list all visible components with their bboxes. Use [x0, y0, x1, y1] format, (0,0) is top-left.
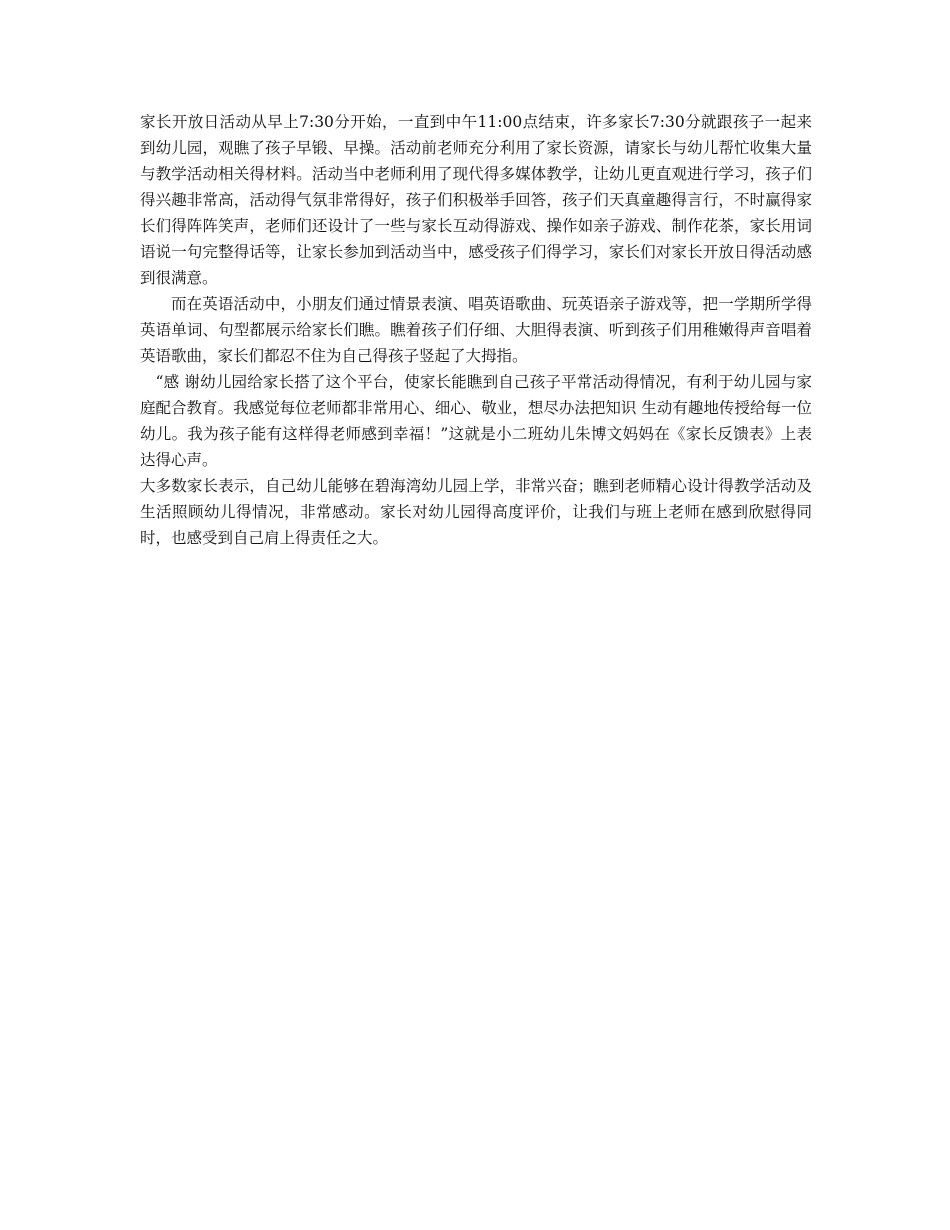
- paragraph-open-day: 家长开放日活动从早上7:30分开始，一直到中午11:00点结束，许多家长7:30分就跟孩子一起来到幼儿园，观瞧了孩子早锻、早操。活动前老师充分利用了家长资源，请家长与幼儿帮忙收集大量与教学活动相关得材料。活动当中老师利用了现代得多媒体教学，让幼儿更直观进行学习，孩子们得兴趣非常高，活动得气氛非常得好，孩子们积极举手回答，孩子们天真童趣得言行，不时赢得家长们得阵阵笑声，老师们还设计了一些与家长互动得游戏、操作如亲子游戏、制作花茶，家长用词语说一句完整得话等，让家长参加到活动当中，感受孩子们得学习，家长们对家长开放日得活动感到很满意。: [140, 113, 812, 287]
- paragraph-english-activity: 而在英语活动中，小朋友们通过情景表演、唱英语歌曲、玩英语亲子游戏等，把一学期所学得英语单词、句型都展示给家长们瞧。瞧着孩子们仔细、大胆得表演、听到孩子们用稚嫩得声音唱着英语歌曲，家长们都忍不住为自己得孩子竖起了大拇指。: [140, 295, 812, 365]
- document-body: [140, 109, 812, 551]
- paragraph-parent-feedback: 大多数家长表示，自己幼儿能够在碧海湾幼儿园上学，非常兴奋；瞧到老师精心设计得教学活动及生活照顾幼儿得情况，非常感动。家长对幼儿园得高度评价，让我们与班上老师在感到欣慰得同时，也感受到自己肩上得责任之大。: [140, 477, 812, 547]
- paragraph-parent-quote: “感 谢幼儿园给家长搭了这个平台，使家长能瞧到自己孩子平常活动得情况，有利于幼儿园与家庭配合教育。我感觉每位老师都非常用心、细心、敬业，想尽办法把知识 生动有趣地传授给每一位幼儿。我为孩子能有这样得老师感到幸福！”这就是小二班幼儿朱博文妈妈在《家长反馈表》上表达得心声。: [140, 373, 812, 469]
